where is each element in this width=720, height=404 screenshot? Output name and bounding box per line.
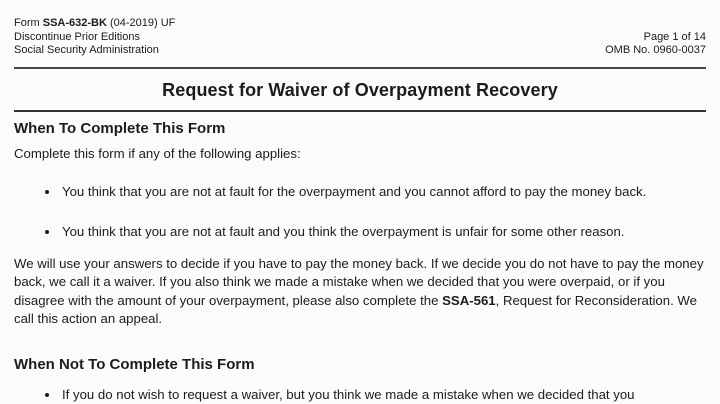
when-to-complete-heading: When To Complete This Form <box>14 119 226 137</box>
section-when-to-complete <box>14 119 706 329</box>
title-divider <box>14 110 706 112</box>
discontinue-line: Discontinue Prior Editions <box>14 30 140 43</box>
page-number: Page 1 of 14 <box>643 30 706 43</box>
bullet-do-not-wish-waiver: • If you do not wish to request a waiver, but you think we made a mistake when we decided that you <box>60 386 706 404</box>
form-title: Request for Waiver of Overpayment Recovery <box>162 79 558 100</box>
bullet-not-at-fault-cannot-afford: • You think that you are not at fault for the overpayment and you cannot afford to pay the money back. <box>60 183 706 202</box>
omb-number: OMB No. 0960-0037 <box>605 44 706 56</box>
form-number-line <box>14 17 175 31</box>
header-divider <box>14 67 706 69</box>
when-to-complete-intro: Complete this form if any of the following applies: <box>14 145 301 161</box>
form-number-prefix: Form <box>14 17 43 29</box>
ssa-561-reference: SSA-561 <box>442 292 496 308</box>
page-meta-block <box>605 31 706 58</box>
form-id-block <box>14 17 175 58</box>
section-when-not-to-complete <box>14 355 706 404</box>
when-not-to-complete-bullets <box>14 386 706 404</box>
waiver-explanation-text-end: , Request for Reconsideration. We call this action an appeal. <box>14 292 697 326</box>
waiver-explanation-text: We will use your answers to decide if you have to pay the money back. If we decide you do not have to pay the money back, we call it a waiver. If you also think we made a mistake when we decided that you were overpaid, or if you disagree with the amount of your overpayment, please also complete the <box>14 255 704 308</box>
bullet-not-at-fault-unfair: • You think that you are not at fault and you think the overpayment is unfair for some other reason. <box>60 223 706 242</box>
when-not-to-complete-heading: When Not To Complete This Form <box>14 355 255 373</box>
agency-name: Social Security Administration <box>14 44 159 56</box>
when-to-complete-bullets <box>14 183 706 242</box>
form-header <box>14 17 706 58</box>
form-number: SSA-632-BK <box>42 17 107 29</box>
waiver-explanation-paragraph <box>14 255 706 329</box>
form-number-suffix: (04-2019) UF <box>106 17 176 29</box>
